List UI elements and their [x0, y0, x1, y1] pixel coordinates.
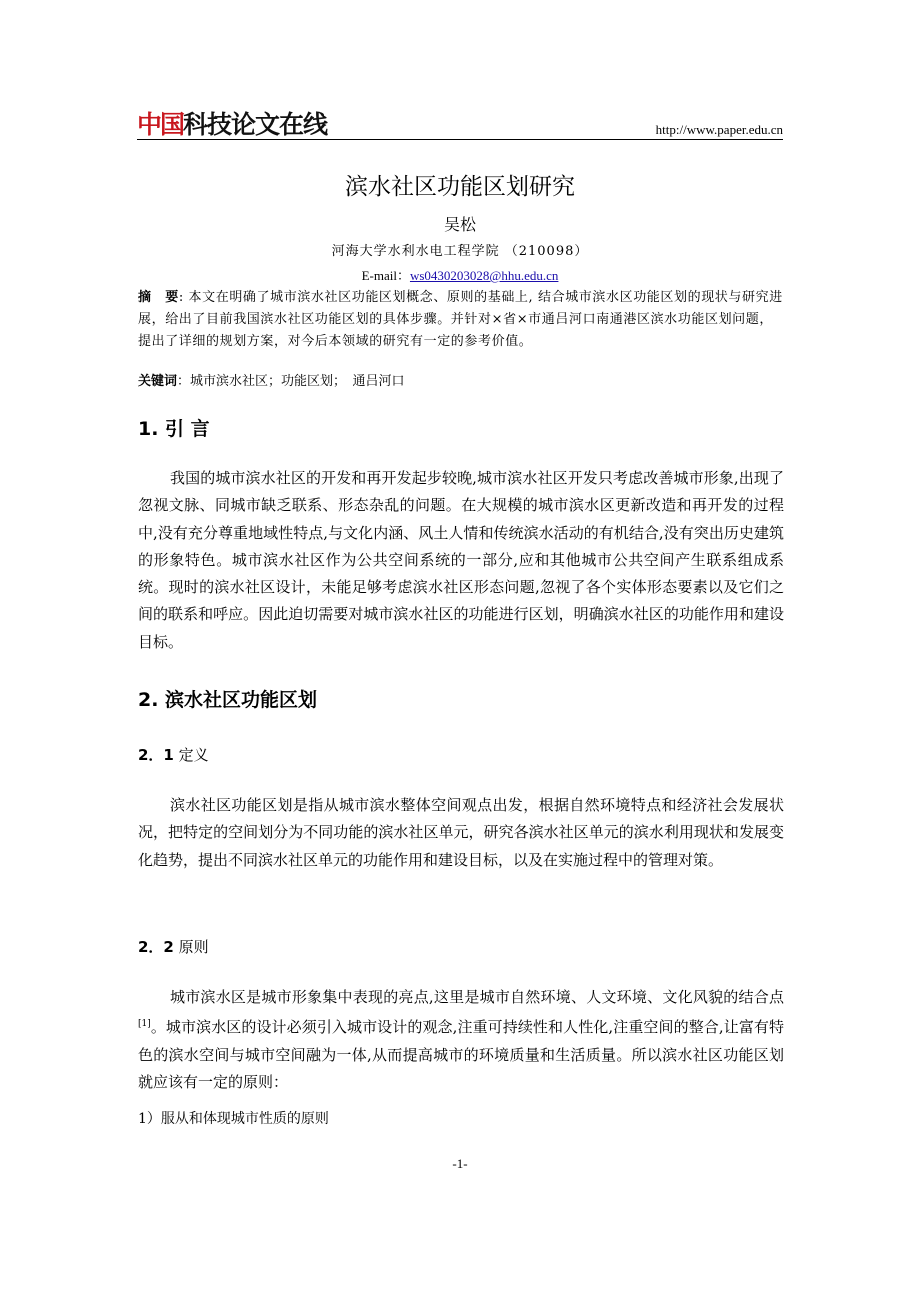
- page-number: -1-: [452, 1156, 468, 1171]
- subsection-2-1-heading: [138, 744, 209, 765]
- subsection-2-2-title: 原则: [178, 938, 209, 956]
- abstract: [138, 287, 784, 353]
- author-name: 吴松: [443, 215, 476, 234]
- abstract-text: : 本文在明确了城市滨水社区功能区划概念、原则的基础上, 结合城市滨水区功能区划的现状与研究进展，给出了目前我国滨水社区功能区划的具体步骤。并针对×省×市通吕河口南通港区滨水功能区划问题，提出了详细的规划方案，对今后本领域的研究有一定的参考价值。: [138, 290, 783, 349]
- section-2-heading: 2. 滨水社区功能区划: [138, 689, 318, 711]
- email-link[interactable]: ws0430203028@hhu.edu.cn: [409, 268, 559, 283]
- author-email-line: [0, 265, 920, 284]
- section-1-heading: 1. 引 言: [138, 418, 210, 440]
- subsection-2-2-number: 2．2: [138, 938, 174, 956]
- keywords: [138, 371, 784, 393]
- section-1-paragraph: 我国的城市滨水社区的开发和再开发起步较晚,城市滨水社区开发只考虑改善城市形象,出现了忽视文脉、同城市缺乏联系、形态杂乱的问题。在大规模的城市滨水区更新改造和再开发的过程中,没有充分尊重地域性特点,与文化内涵、风土人情和传统滨水活动的有机结合,没有突出历史建筑的形象特色。城市滨水社区作为公共空间系统的一部分,应和其他城市公共空间产生联系组成系统。现时的滨水社区设计，未能足够考虑滨水社区形态问题,忽视了各个实体形态要素以及它们之间的联系和呼应。因此迫切需要对城市滨水社区的功能进行区划，明确滨水社区的功能作用和建设目标。: [138, 469, 784, 651]
- abstract-label: 摘 要: [138, 290, 179, 305]
- logo-red-text: 中国: [137, 110, 184, 139]
- subsection-2-1-number: 2．1: [138, 746, 174, 764]
- paragraph-text-b: 。城市滨水区的设计必须引入城市设计的观念,注重可持续性和人性化,注重空间的整合,让富有特色的滨水空间与城市空间融为一体,从而提高城市的环境质量和生活质量。所以滨水社区功能区划就应该有一定的原则：: [138, 1018, 784, 1091]
- page-header: [137, 108, 783, 140]
- subsection-2-2-heading: [138, 936, 209, 957]
- citation-ref[interactable]: [1]: [138, 1019, 151, 1030]
- subsection-2-2-paragraph: [138, 984, 784, 1096]
- subsection-2-1-title: 定义: [178, 746, 209, 764]
- subsection-2-1-paragraph: 滨水社区功能区划是指从城市滨水整体空间观点出发，根据自然环境特点和经济社会发展状况，把特定的空间划分为不同功能的滨水社区单元，研究各滨水社区单元的滨水利用现状和发展变化趋势，提出不同滨水社区单元的功能作用和建设目标，以及在实施过程中的管理对策。: [138, 796, 784, 869]
- author-affiliation: 河海大学水利水电工程学院 （210098）: [331, 244, 589, 259]
- keywords-label: 关键词: [138, 374, 178, 389]
- site-logo[interactable]: [137, 108, 327, 138]
- keywords-text: ：城市滨水社区；功能区划； 通吕河口: [177, 374, 405, 389]
- paragraph-text-a: 城市滨水区是城市形象集中表现的亮点,这里是城市自然环境、人文环境、文化风貌的结合点: [170, 988, 784, 1006]
- list-item-1: 1）服从和体现城市性质的原则: [138, 1111, 329, 1127]
- email-label: E-mail：: [361, 268, 410, 283]
- logo-black-text: 科技论文在线: [183, 110, 328, 139]
- header-divider: [137, 139, 783, 140]
- site-url[interactable]: http://www.paper.edu.cn: [655, 122, 783, 137]
- paper-title: 滨水社区功能区划研究: [345, 174, 575, 200]
